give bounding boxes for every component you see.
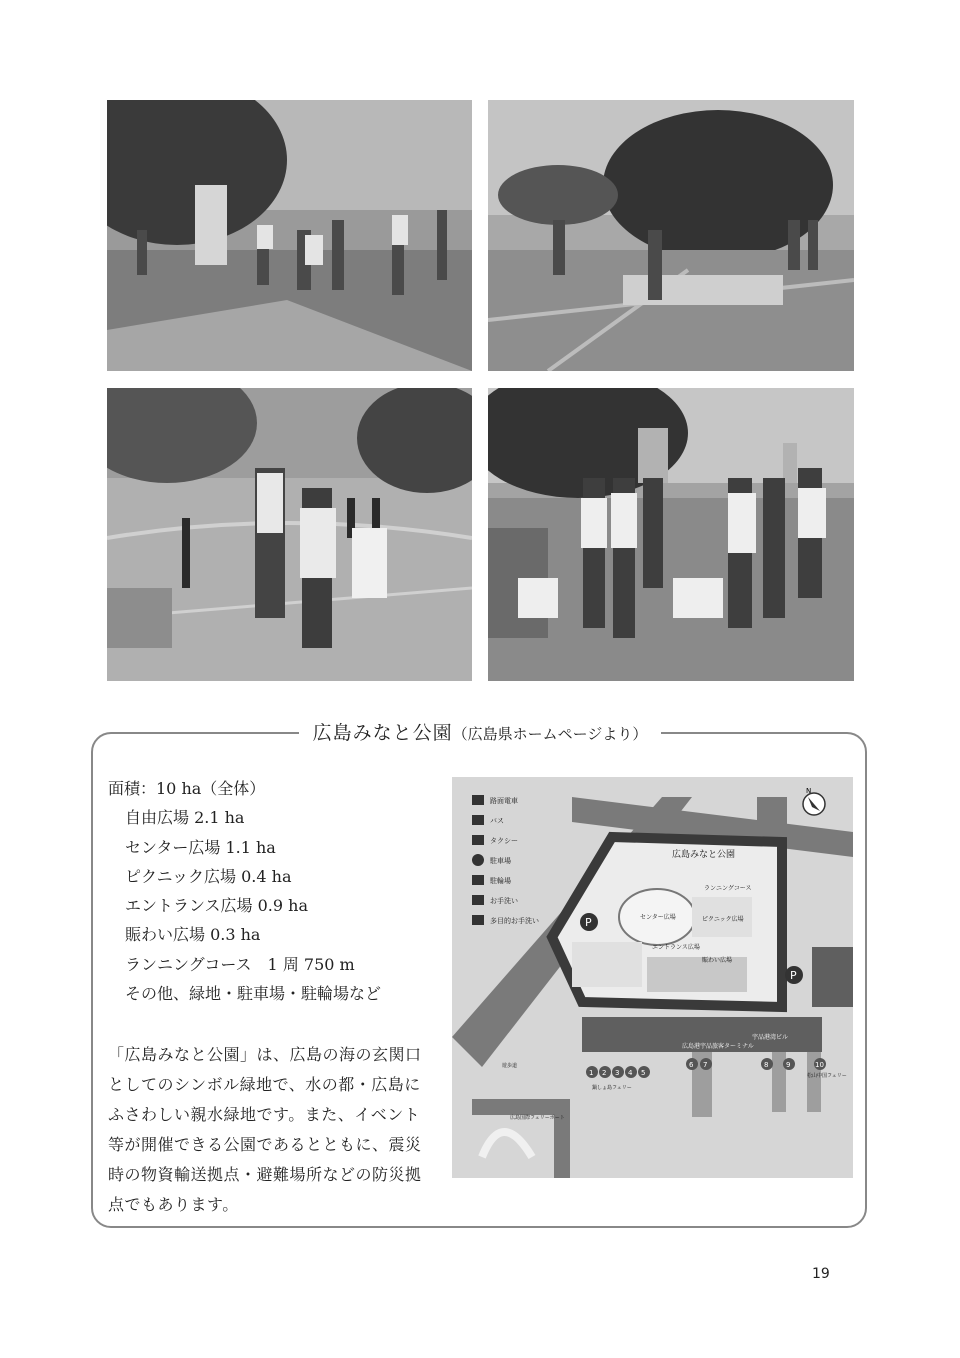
entrance-plaza — [572, 942, 642, 987]
photo-cleanup-pavement — [107, 388, 472, 681]
nigiwai-label: 賑わい広場 — [702, 957, 733, 964]
pier-number: 4 — [628, 1069, 633, 1077]
pier-number: 5 — [641, 1069, 646, 1077]
fact-item: 自由広場 2.1 ha — [125, 808, 245, 828]
matsuyama-label: 松山中国フェリー — [807, 1073, 847, 1079]
north-label: N — [806, 787, 812, 795]
fact-item: その他、緑地・駐車場・駐輪場など — [125, 984, 382, 1004]
svg-text:P: P — [585, 916, 592, 929]
ferry-port-label: 広島国際フェリーポート — [510, 1115, 565, 1121]
description-line: 時の物資輸送拠点・避難場所などの防災拠 — [108, 1165, 422, 1184]
park-map — [452, 777, 853, 1178]
pier-number: 6 — [689, 1061, 694, 1069]
legend-restroom: お手洗い — [490, 897, 518, 905]
center-label: センター広場 — [640, 914, 676, 921]
pier-number: 8 — [764, 1061, 769, 1069]
park-facts — [108, 774, 381, 1008]
svg-text:P: P — [790, 969, 797, 982]
pier-number: 2 — [602, 1069, 607, 1077]
park-description — [108, 1040, 438, 1220]
photo-cleanup-trees — [488, 100, 854, 371]
pier-number: 7 — [703, 1061, 708, 1069]
section-heading — [0, 719, 960, 748]
description-line: 等が開催できる公園であるとともに、震災 — [108, 1135, 422, 1154]
description-line: ふさわしい親水緑地です。また、イベント — [108, 1105, 421, 1124]
pier-number: 10 — [815, 1061, 824, 1069]
legend-bus: バス — [490, 817, 504, 825]
area-total: 面積：10 ha（全体） — [108, 779, 266, 798]
pier-number: 9 — [786, 1061, 791, 1069]
photo-cleanup-free-plaza — [107, 100, 472, 371]
legend-tram: 路面電車 — [490, 797, 518, 805]
section-source: （広島県ホームページより） — [452, 725, 648, 743]
pier-number: 3 — [615, 1069, 620, 1077]
fact-item: センター広場 1.1 ha — [125, 837, 276, 857]
running-label: ランニングコース — [704, 885, 752, 892]
description-line: としてのシンボル緑地で、水の都・広島に — [108, 1075, 421, 1094]
ujina-bldg-label: 宇品港湾ビル — [752, 1034, 789, 1041]
entrance-label: エントランス広場 — [652, 944, 700, 951]
photo-volunteers-sorting — [488, 388, 854, 681]
park-name-label: 広島みなと公園 — [672, 850, 736, 860]
playground-label: 遊歩道 — [502, 1063, 518, 1069]
fact-item: エントランス広場 0.9 ha — [125, 896, 308, 916]
legend-bicycle: 駐輪場 — [490, 877, 511, 885]
legend-multipurpose-restroom: 多目的お手洗い — [490, 917, 539, 925]
enoshima-label: 鍋しょ島フェリー — [592, 1085, 632, 1091]
fact-item: ランニングコース 1 周 750 m — [125, 954, 355, 974]
fact-item: 賑わい広場 0.3 ha — [125, 925, 261, 945]
terminal-label: 広島港宇品旅客ターミナル — [682, 1043, 754, 1050]
description-line: 点でもあります。 — [108, 1195, 239, 1214]
description-line: 「広島みなと公園」は、広島の海の玄関口 — [108, 1045, 422, 1064]
picnic-label: ピクニック広場 — [702, 916, 744, 923]
pier-number: 1 — [589, 1069, 594, 1077]
fact-item: ピクニック広場 0.4 ha — [125, 866, 292, 886]
section-title: 広島みなと公園 — [312, 722, 453, 744]
legend-parking: 駐車場 — [490, 857, 511, 865]
legend-taxi: タクシー — [490, 837, 518, 845]
page-number: 19 — [812, 1266, 830, 1282]
